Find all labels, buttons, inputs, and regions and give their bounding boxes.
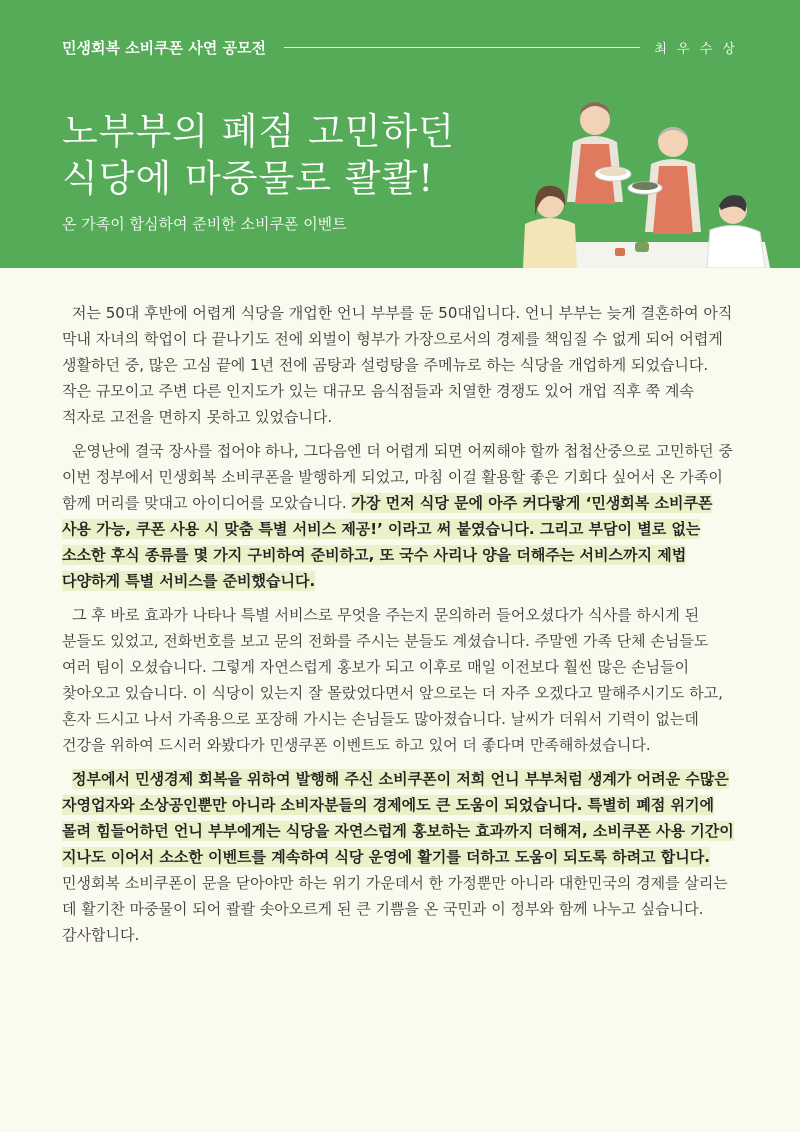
page-subtitle: 온 가족이 합심하여 준비한 소비쿠폰 이벤트 <box>62 215 347 233</box>
title-line-2: 식당에 마중물로 콸콸! <box>62 157 435 200</box>
header-divider <box>284 47 640 48</box>
paragraph-4-text: 민생회복 소비쿠폰이 문을 닫아야만 하는 위기 가운데서 한 가정뿐만 아니라 대한민국의 경제를 살리는 데 활기찬 마중물이 되어 콸콸 솟아오르게 된 큰 기쁨을 온 국민과 이 정부와 함께 나누고 싶습니다. 감사합니다. <box>62 874 728 944</box>
award-label: 최 우 수 상 <box>654 41 738 57</box>
page-title <box>62 108 532 202</box>
header-top-bar <box>62 36 738 58</box>
paragraph-3: 그 후 바로 효과가 나타나 특별 서비스로 무엇을 주는지 문의하러 들어오셨다가 식사를 하시게 된 분들도 있었고, 전화번호를 보고 문의 전화를 주시는 분들도 계셨습니다. 주말엔 가족 단체 손님들도 여러 팀이 오셨습니다. 그렇게 자연스럽게 홍보가 되고 이후로 매일 이전보다 훨씬 많은 손님들이 찾아오고 있습니다. 이 식당이 있는지 잘 몰랐었다면서 앞으로는 더 자주 오겠다고 말해주시기도 하고, 혼자 드시고 나서 가족용으로 포장해 가시는 손님들도 많아졌습니다. 날씨가 더워서 기력이 없는데 건강을 위하여 드시러 와봤다가 민생쿠폰 이벤트도 하고 있어 더 좋다며 만족해하셨습니다. <box>62 606 723 754</box>
restaurant-family-illustration <box>515 92 770 268</box>
contest-name: 민생회복 소비쿠폰 사연 공모전 <box>62 38 267 57</box>
story-body <box>62 300 738 956</box>
title-line-1: 노부부의 폐점 고민하던 <box>62 110 455 153</box>
header-banner <box>0 0 800 268</box>
paragraph-2-text: 운영난에 결국 장사를 접어야 하나, 그다음엔 더 어렵게 되면 어찌해야 할까 첩첩산중으로 고민하던 중 이번 정부에서 민생회복 소비쿠폰을 발행하게 되었고, 마침 이걸 활용할 좋은 기회다 싶어서 온 가족이 함께 머리를 맞대고 아이디어를 모았습니다. <box>62 442 733 512</box>
paragraph-2-highlight: 가장 먼저 식당 문에 아주 커다랗게 ‘민생회복 소비쿠폰 사용 가능, 쿠폰 사용 시 맞춤 특별 서비스 제공!’ 이라고 써 붙였습니다. 그리고 부담이 별로 없는 소소한 후식 종류를 몇 가지 구비하여 준비하고, 또 국수 사리나 양을 더해주는 서비스까지 제법 다양하게 특별 서비스를 준비했습니다. <box>62 494 713 590</box>
paragraph-4-highlight: 정부에서 민생경제 회복을 위하여 발행해 주신 소비쿠폰이 저희 언니 부부처럼 생계가 어려운 수많은 자영업자와 소상공인뿐만 아니라 소비자분들의 경제에도 큰 도움이 되었습니다. 특별히 폐점 위기에 몰려 힘들어하던 언니 부부에게는 식당을 자연스럽게 홍보하는 효과까지 더해져, 소비쿠폰 사용 기간이 지나도 이어서 소소한 이벤트를 계속하여 식당 운영에 활기를 더하고 도움이 되도록 하려고 합니다. <box>62 770 734 866</box>
paragraph-4 <box>62 766 738 948</box>
paragraph-2 <box>62 438 738 594</box>
paragraph-1: 저는 50대 후반에 어렵게 식당을 개업한 언니 부부를 둔 50대입니다. 언니 부부는 늦게 결혼하여 아직 막내 자녀의 학업이 다 끝나기도 전에 외벌이 형부가 가장으로서의 경제를 책임질 수 없게 되어 어렵게 생활하던 중, 많은 고심 끝에 1년 전에 곰탕과 설렁탕을 주메뉴로 하는 식당을 개업하게 되었습니다. 작은 규모이고 주변 다른 인지도가 있는 대규모 음식점들과 치열한 경쟁도 있어 개업 직후 쭉 계속 적자로 고전을 면하지 못하고 있었습니다. <box>62 304 733 426</box>
